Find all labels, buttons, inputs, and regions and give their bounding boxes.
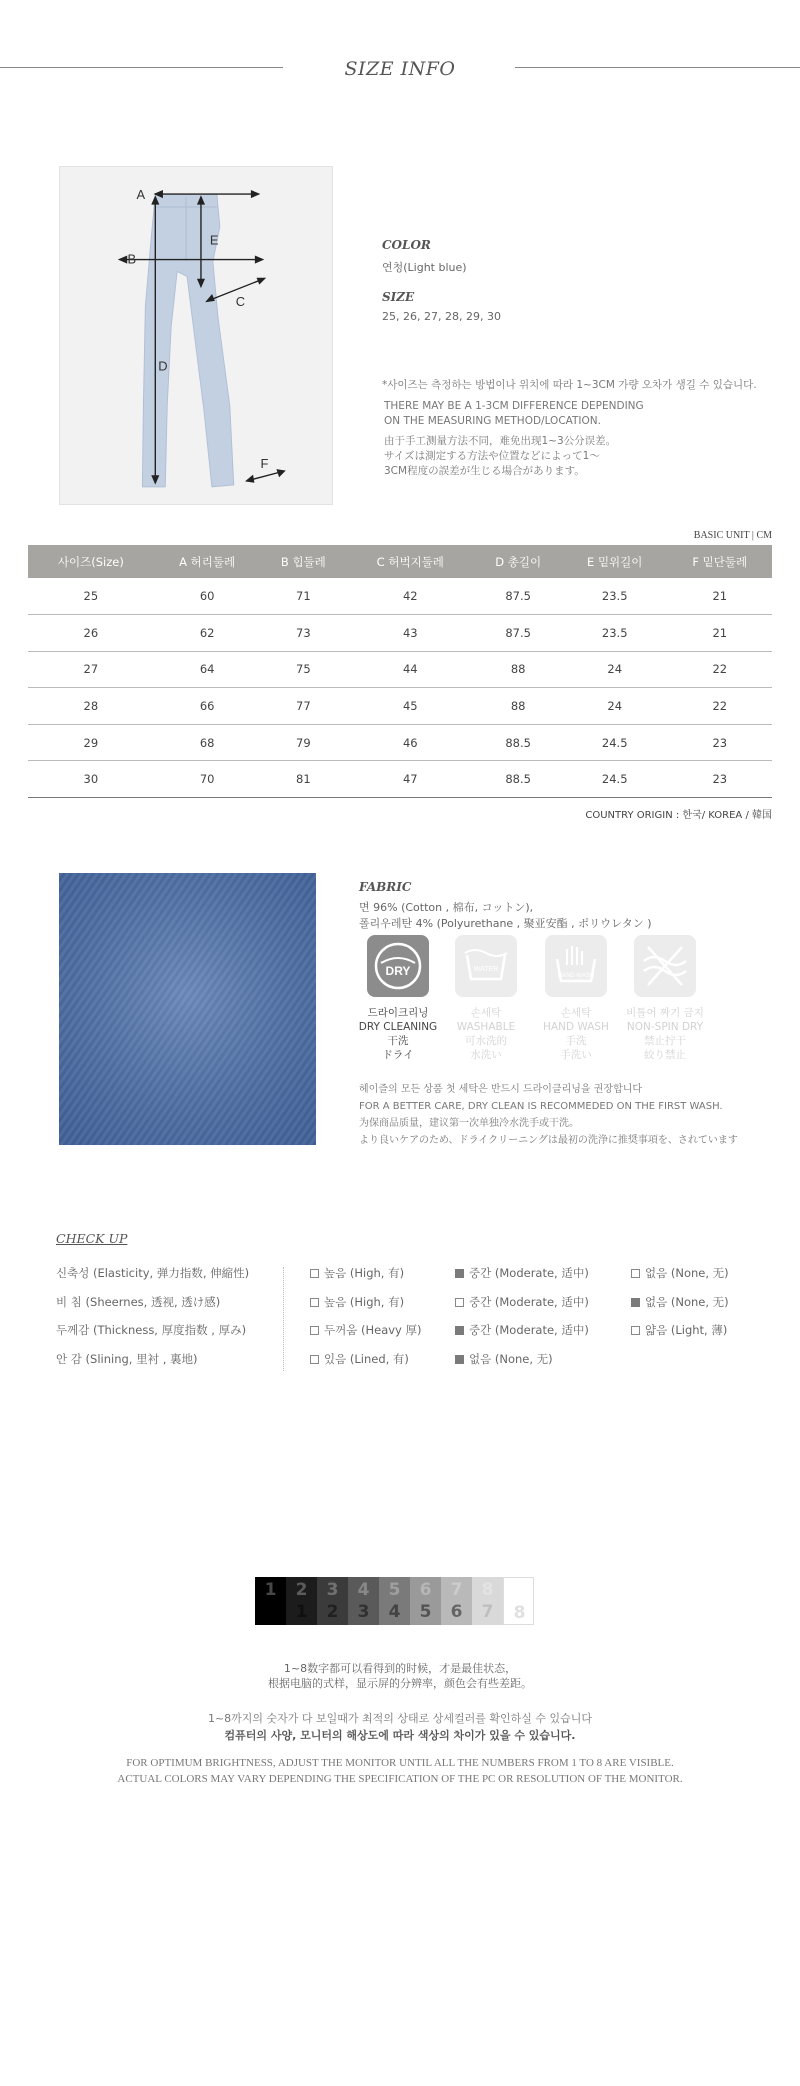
check-up-option-text: 중간 (Moderate, 适中) [469, 1323, 589, 1337]
grayscale-top-number: 7 [450, 1580, 463, 1600]
checked-box-icon [455, 1326, 464, 1335]
size-table-cell: 22 [668, 688, 772, 725]
grayscale-cell [472, 1577, 503, 1625]
monitor-note-kr-1: 1~8까지의 숫자가 다 보일때가 최적의 상태로 상세컬러를 확인하실 수 있습니다 [207, 1712, 593, 1725]
check-up-label: 안 감 (Slining, 里衬 , 裏地) [56, 1352, 198, 1366]
grayscale-bottom-number: 5 [419, 1602, 432, 1622]
color-label: COLOR [382, 238, 431, 252]
figure-label-a: A [136, 187, 146, 203]
svg-text:WATER: WATER [473, 966, 499, 973]
size-table-cell: 25 [28, 578, 154, 615]
size-table-cell: 24.5 [562, 761, 668, 798]
check-up-label: 신축성 (Elasticity, 弹力指数, 伸縮性) [56, 1266, 250, 1280]
size-table-cell: 81 [261, 761, 347, 798]
jeans-silhouette [142, 194, 233, 487]
grayscale-cell [503, 1577, 534, 1625]
checked-box-icon [631, 1298, 640, 1307]
size-table-cell: 24.5 [562, 724, 668, 761]
size-table-row [28, 724, 772, 761]
monitor-note-cn-2: 根据电脑的式样，显示屏的分辨率，颜色会有些差距。 [268, 1677, 532, 1690]
unchecked-box-icon [310, 1298, 319, 1307]
check-up-option [455, 1294, 589, 1310]
grayscale-cell [317, 1577, 348, 1625]
size-note: *사이즈는 측정하는 방법이나 위치에 따라 1~3CM 가량 오차가 생길 수 있습니다. [382, 379, 757, 391]
grayscale-bottom-number: 1 [295, 1602, 308, 1622]
grayscale-top-number: 2 [295, 1580, 308, 1600]
monitor-note-cn-1: 1~8数字都可以看得到的时候，才是最佳状态， [283, 1662, 517, 1675]
check-up-label: 두께감 (Thickness, 厚度指数 , 厚み) [56, 1323, 247, 1337]
size-table-row [28, 578, 772, 615]
fabric-label: FABRIC [359, 880, 412, 894]
grayscale-bottom-number: 6 [450, 1602, 463, 1622]
size-table-row [28, 761, 772, 798]
check-up-option-text: 높음 (High, 有) [324, 1266, 405, 1280]
size-table-row [28, 688, 772, 725]
check-up-option-text: 없음 (None, 无) [645, 1295, 729, 1309]
size-table-cell: 47 [346, 761, 474, 798]
svg-text:DRY: DRY [385, 964, 411, 978]
size-table-cell: 79 [261, 724, 347, 761]
dry-clean-icon [367, 935, 429, 997]
no-spin-dry-caption: 비틀어 짜기 금지 NON-SPIN DRY 禁止拧干 絞り禁止 [626, 1007, 704, 1061]
check-up-option [631, 1322, 727, 1338]
figure-label-d: D [158, 358, 168, 374]
checked-box-icon [455, 1355, 464, 1364]
check-up-option-text: 두꺼움 (Heavy 厚) [324, 1323, 422, 1337]
col-header: D 총길이 [474, 545, 561, 578]
size-table-cell: 77 [261, 688, 347, 725]
fabric-composition-1: 면 96% (Cotton , 棉布, コットン), [359, 901, 534, 914]
size-table-cell: 42 [346, 578, 474, 615]
denim-fabric-swatch [59, 873, 316, 1145]
check-up-option-text: 없음 (None, 无) [469, 1352, 553, 1366]
monitor-note-en-1: FOR OPTIMUM BRIGHTNESS, ADJUST THE MONITOR UNTIL ALL THE NUMBERS FROM 1 TO 8 ARE VISIBLE. [126, 1757, 674, 1769]
size-table-cell: 71 [261, 578, 347, 615]
size-table-cell: 43 [346, 615, 474, 652]
grayscale-cell [286, 1577, 317, 1625]
size-value: 25, 26, 27, 28, 29, 30 [382, 310, 501, 323]
size-table-cell: 62 [154, 615, 261, 652]
size-table-header [28, 545, 772, 578]
color-value: 연청(Light blue) [382, 261, 467, 274]
grayscale-cell [441, 1577, 472, 1625]
check-up-option [310, 1294, 404, 1310]
figure-label-b: B [127, 251, 137, 267]
basic-unit: BASIC UNIT | CM [693, 530, 772, 541]
grayscale-bottom-number: 7 [481, 1602, 494, 1622]
unchecked-box-icon [455, 1298, 464, 1307]
col-header: E 밑위길이 [562, 545, 668, 578]
size-table-cell: 88.5 [474, 724, 561, 761]
country-origin: COUNTRY ORIGIN : 한국/ KOREA / 韓国 [585, 810, 772, 821]
size-table-cell: 45 [346, 688, 474, 725]
size-table-cell: 88 [474, 651, 561, 688]
figure-label-c: C [235, 294, 246, 310]
size-table-cell: 23.5 [562, 578, 668, 615]
check-up-option-text: 중간 (Moderate, 适中) [469, 1266, 589, 1280]
monitor-note-en-2: ACTUAL COLORS MAY VARY DEPENDING THE SPECIFICATION OF THE PC OR RESOLUTION OF THE MONITOR. [117, 1773, 683, 1785]
unchecked-box-icon [310, 1269, 319, 1278]
size-label: SIZE [382, 290, 415, 304]
size-table-cell: 21 [668, 615, 772, 652]
col-header: C 허벅지둘레 [346, 545, 474, 578]
size-table-cell: 30 [28, 761, 154, 798]
grayscale-bottom-number: 3 [357, 1602, 370, 1622]
unchecked-box-icon [310, 1326, 319, 1335]
size-table-cell: 87.5 [474, 578, 561, 615]
grayscale-cell [410, 1577, 441, 1625]
check-up-title: CHECK UP [56, 1231, 128, 1246]
unchecked-box-icon [631, 1326, 640, 1335]
size-table-cell: 24 [562, 651, 668, 688]
size-table-cell: 66 [154, 688, 261, 725]
size-table-cell: 88 [474, 688, 561, 725]
check-up-option [455, 1265, 589, 1281]
page-title: SIZE INFO [344, 58, 456, 80]
grayscale-bottom-number: 2 [326, 1602, 339, 1622]
size-table-cell: 64 [154, 651, 261, 688]
check-up-option-text: 있음 (Lined, 有) [324, 1352, 409, 1366]
check-up-option [455, 1322, 589, 1338]
size-table-cell: 44 [346, 651, 474, 688]
size-table-row [28, 651, 772, 688]
check-up-option-text: 얇음 (Light, 薄) [645, 1323, 728, 1337]
size-table-cell: 24 [562, 688, 668, 725]
grayscale-cell [255, 1577, 286, 1625]
check-up-option-text: 높음 (High, 有) [324, 1295, 405, 1309]
grayscale-top-number: 6 [419, 1580, 432, 1600]
washable-caption: 손세탁 WASHABLE 可水洗的 水洗い [456, 1007, 516, 1061]
size-table-cell: 29 [28, 724, 154, 761]
monitor-note-kr-2: 컴퓨터의 사양, 모니터의 해상도에 따라 색상의 차이가 있을 수 있습니다. [224, 1729, 576, 1742]
check-up-option [631, 1265, 729, 1281]
grayscale-top-number: 5 [388, 1580, 401, 1600]
size-table-cell: 88.5 [474, 761, 561, 798]
col-header: A 허리둘레 [154, 545, 261, 578]
size-table-cell: 26 [28, 615, 154, 652]
checked-box-icon [455, 1269, 464, 1278]
hand-wash-icon [545, 935, 607, 997]
col-header: B 힙둘레 [261, 545, 347, 578]
washable-icon [455, 935, 517, 997]
grayscale-bottom-number: 4 [388, 1602, 401, 1622]
col-header: 사이즈(Size) [28, 545, 154, 578]
size-table-cell: 75 [261, 651, 347, 688]
figure-label-e: E [209, 232, 219, 248]
grayscale-top-number: 3 [326, 1580, 339, 1600]
dry-clean-caption: 드라이크리닝 DRY CLEANING 干洗 ドライ [358, 1007, 438, 1061]
size-table-cell: 21 [668, 578, 772, 615]
svg-text:HAND WASH: HAND WASH [557, 973, 595, 979]
size-table-cell: 73 [261, 615, 347, 652]
size-table-cell: 23 [668, 724, 772, 761]
check-up-option-text: 없음 (None, 无) [645, 1266, 729, 1280]
grayscale-cell [348, 1577, 379, 1625]
size-table-cell: 60 [154, 578, 261, 615]
size-table-cell: 28 [28, 688, 154, 725]
check-up-divider [283, 1267, 284, 1371]
grayscale-top-number: 8 [481, 1580, 494, 1600]
size-table-row [28, 615, 772, 652]
jeans-measurement-figure [59, 166, 333, 505]
size-table-cell: 68 [154, 724, 261, 761]
size-table-cell: 27 [28, 651, 154, 688]
check-up-option [310, 1351, 409, 1367]
size-table-cell: 70 [154, 761, 261, 798]
size-note-multilang: THERE MAY BE A 1-3CM DIFFERENCE DEPENDING ON THE MEASURING METHOD/LOCATION. 由于手工测量方法不同，难免出现1~3公分误差。 サイズは測定する方法や位置などによって1〜 3CM程度の誤差が生じる場合があります。 [384, 400, 644, 477]
unchecked-box-icon [310, 1355, 319, 1364]
size-table-cell: 23.5 [562, 615, 668, 652]
grayscale-top-number: 4 [357, 1580, 370, 1600]
check-up-option [455, 1351, 553, 1367]
no-spin-dry-icon [634, 935, 696, 997]
check-up-option [631, 1294, 729, 1310]
check-up-label: 비 침 (Sheernes, 透视, 透け感) [56, 1295, 221, 1309]
fabric-composition-2: 폴리우레탄 4% (Polyurethane , 聚亚安酯 , ポリウレタン ) [359, 917, 652, 930]
grayscale-top-number: 1 [264, 1580, 277, 1600]
col-header: F 밑단둘레 [668, 545, 772, 578]
fabric-care-notes: 헤이즐의 모든 상품 첫 세탁은 반드시 드라이클리닝을 권장합니다 FOR A BETTER CARE, DRY CLEAN IS RECOMMEDED ON THE FIRST WASH. 为保商品质量，建议第一次单独冷水洗手或干洗。 より良いケアのため、ドライクリーニングは最初の洗浄に推奨事項を、されています [359, 1084, 738, 1146]
check-up-option [310, 1265, 404, 1281]
figure-label-f: F [260, 456, 269, 472]
grayscale-bottom-number: 8 [513, 1603, 526, 1623]
size-table-cell: 46 [346, 724, 474, 761]
grayscale-cell [379, 1577, 410, 1625]
unchecked-box-icon [631, 1269, 640, 1278]
size-table-cell: 22 [668, 651, 772, 688]
size-table-cell: 87.5 [474, 615, 561, 652]
check-up-option [310, 1322, 422, 1338]
size-table-cell: 23 [668, 761, 772, 798]
check-up-option-text: 중간 (Moderate, 适中) [469, 1295, 589, 1309]
size-table [28, 545, 772, 798]
hand-wash-caption: 손세탁 HAND WASH 手洗 手洗い [543, 1007, 609, 1061]
